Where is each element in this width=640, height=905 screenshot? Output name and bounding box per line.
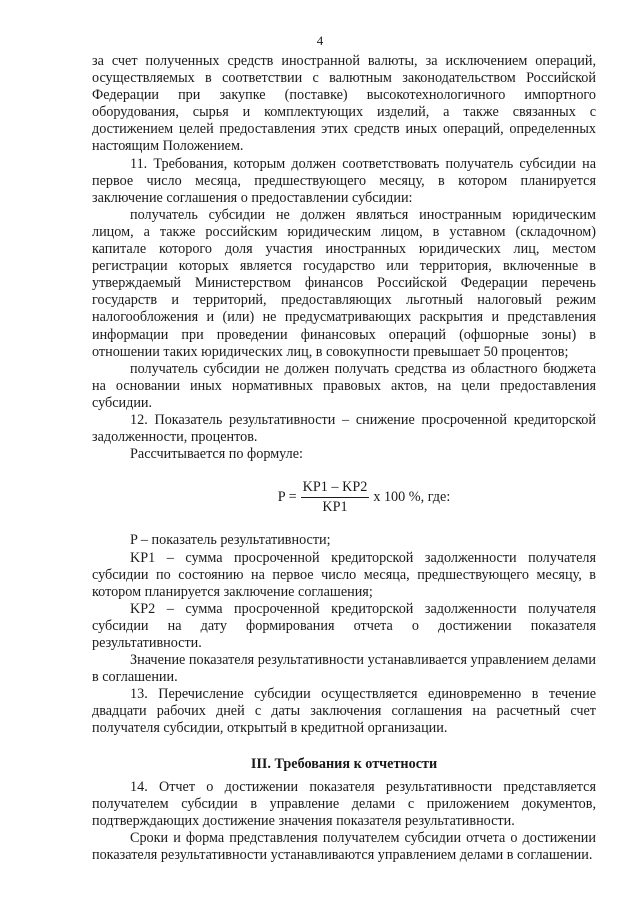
page-number: 4 [316,33,324,48]
document-body [92,53,596,864]
paragraph-group-a [92,53,596,463]
paragraph-continuation: за счет полученных средств иностранной валюты, за исключением операций, осуществляемых в соответствии с валютным законодательством Российской Федерации при закупке (поставке) высокотехнологичного импортного оборудования, сырья и комплектующих изделий, а также связанных с достижением целей предоставления этих средств иных операций, определенных настоящим Положением. [92,53,596,155]
formula-lhs: P = [277,489,297,506]
paragraph-13: 13. Перечисление субсидии осуществляется единовременно в течение двадцати рабочих дней с даты заключения соглашения на расчетный счет получателя субсидии, открытый в кредитной организации. [92,686,596,737]
paragraph-def-kp1: KP1 – сумма просроченной кредиторской задолженности получателя субсидии по состоянию на первое число месяца, предшествующего месяцу, в котором планируется заключение соглашения; [92,549,596,600]
paragraph-def-p: P – показатель результативности; [130,532,331,549]
paragraph-value: Значение показателя результативности устанавливается управлением делами в соглашении. [92,652,596,686]
formula-tail: x 100 %, где: [373,489,451,506]
paragraph-def-kp2: KP2 – сумма просроченной кредиторской задолженности получателя субсидии на дату формирования отчета о достижении показателя результативности. [92,600,596,651]
paragraph-11-1: получатель субсидии не должен являться иностранным юридическим лицом, а также российским юридическим лицом, в уставном (складочном) капитале которого доля участия иностранных юридических лиц, местом регистрации которых является государство или территория, включенные в утверждаемый Министерством финансов Российской Федерации перечень государств и территорий, предоставляющих льготный налоговый режим налогообложения и (или) не предусматривающих раскрытия и представления информации при проведении финансовых операций (офшорные зоны) в отношении таких юридических лиц, в совокупности превышает 50 процентов; [92,206,596,360]
formula [92,479,596,516]
paragraph-group-c [92,779,596,864]
formula-numerator: KP1 – KP2 [301,479,370,498]
paragraph-group-b [92,532,596,737]
paragraph-12: 12. Показатель результативности – снижение просроченной кредиторской задолженности, процентов. [92,411,596,446]
paragraph-formula-intro: Рассчитывается по формуле: [130,446,303,463]
section-heading: III. Требования к отчетности [250,755,438,772]
paragraph-11-2: получатель субсидии не должен получать средства из областного бюджета на основании иных нормативных правовых актов, на цели предоставления субсидии. [92,360,596,411]
formula-fraction [301,479,370,516]
formula-denominator: KP1 [322,499,348,516]
paragraph-11: 11. Требования, которым должен соответствовать получатель субсидии на первое число месяца, предшествующего месяцу, в котором планируется заключение соглашения о предоставлении субсидии: [92,155,596,206]
paragraph-14-2: Сроки и форма представления получателем субсидии отчета о достижении показателя результативности устанавливаются управлением делами в соглашении. [92,829,596,864]
paragraph-14: 14. Отчет о достижении показателя результативности представляется получателем субсидии в управление делами с приложением документов, подтверждающих достижение значения показателя результативности. [92,778,596,829]
